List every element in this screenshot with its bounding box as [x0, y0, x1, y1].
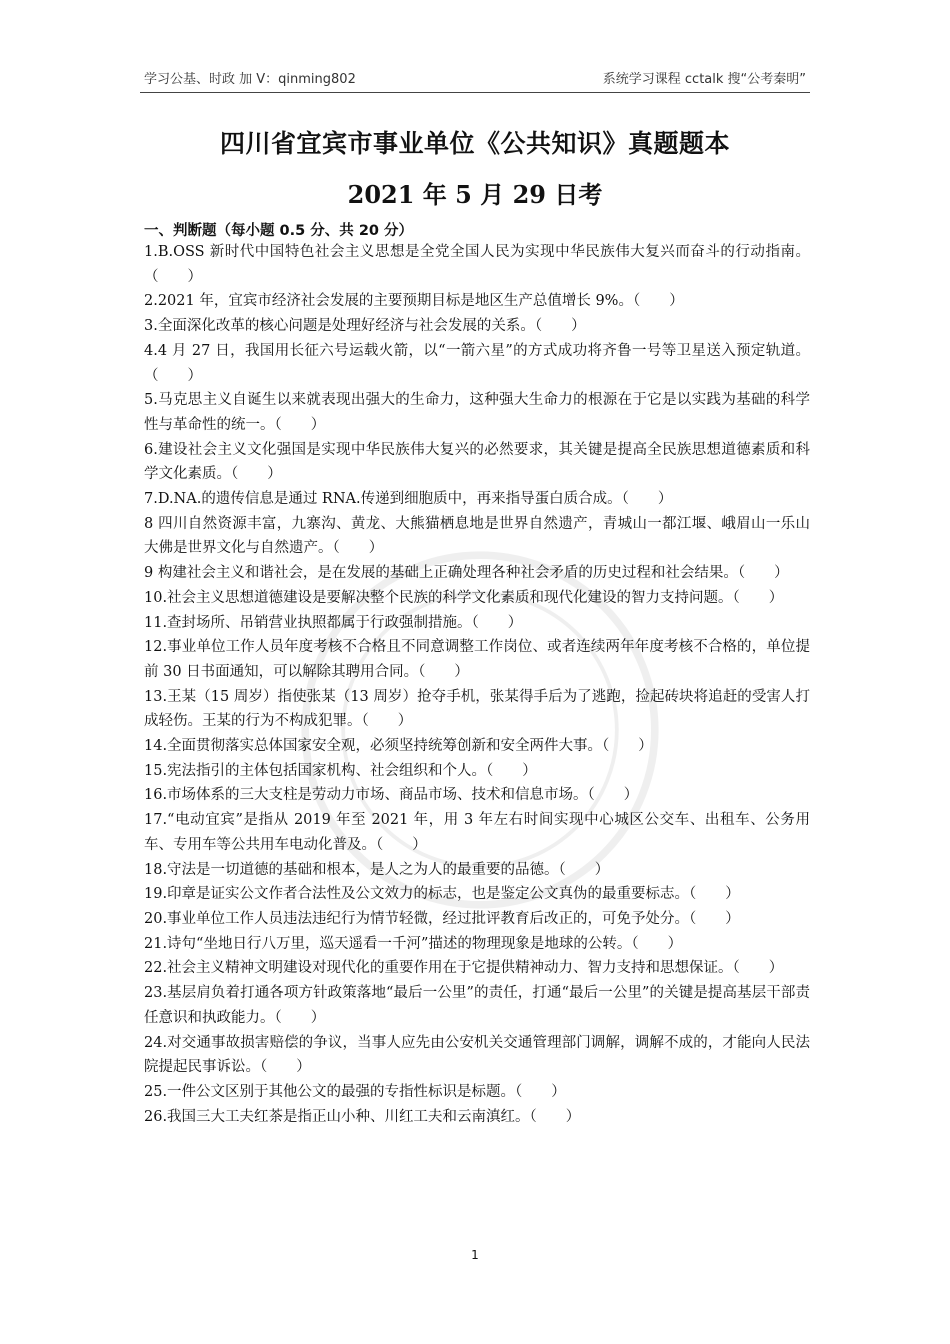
question-item: 20.事业单位工作人员违法违纪行为情节轻微，经过批评教育后改正的，可免予处分。（ ） [144, 910, 740, 927]
question-item: 5.马克思主义自诞生以来就表现出强大的生命力，这种强大生命力的根源在于它是以实践为基础的科学性与革命性的统一。（ ） [144, 392, 810, 433]
question-item: 22.社会主义精神文明建设对现代化的重要作用在于它提供精神动力、智力支持和思想保证。（ ） [144, 960, 784, 977]
document-title: 四川省宜宾市事业单位《公共知识》真题题本 [219, 129, 730, 158]
question-list [144, 240, 810, 1129]
header-divider [140, 92, 810, 93]
question-item: 12.事业单位工作人员年度考核不合格且不同意调整工作岗位、或者连续两年年度考核不合格的，单位提前 30 日书面通知，可以解除其聘用合同。（ ） [144, 639, 810, 680]
question-item: 11.查封场所、吊销营业执照都属于行政强制措施。（ ） [144, 614, 523, 631]
question-item: 3.全面深化改革的核心问题是处理好经济与社会发展的关系。（ ） [144, 318, 586, 335]
question-item: 15.宪法指引的主体包括国家机构、社会组织和个人。（ ） [144, 762, 537, 779]
question-item: 9 构建社会主义和谐社会，是在发展的基础上正确处理各种社会矛盾的历史过程和社会结果。（ ） [144, 565, 789, 582]
question-item: 1.B.OSS 新时代中国特色社会主义思想是全党全国人民为实现中华民族伟大复兴而奋斗的行动指南。（ ） [144, 244, 810, 285]
question-item: 10.社会主义思想道德建设是要解决整个民族的科学文化素质和现代化建设的智力支持问题。（ ） [144, 589, 784, 606]
question-item: 24.对交通事故损害赔偿的争议，当事人应先由公安机关交通管理部门调解，调解不成的，才能向人民法院提起民事诉讼。（ ） [144, 1034, 810, 1076]
header-left: 学习公基、时政 加 V：qinming802 [144, 72, 356, 87]
question-item: 16.市场体系的三大支柱是劳动力市场、商品市场、技术和信息市场。（ ） [144, 787, 639, 804]
question-item: 19.印章是证实公文作者合法性及公文效力的标志，也是鉴定公文真伪的最重要标志。（ ） [144, 886, 740, 903]
question-item: 8 四川自然资源丰富，九寨沟、黄龙、大熊猫栖息地是世界自然遗产，青城山一都江堰、峨眉山一乐山大佛是世界文化与自然遗产。（ ） [144, 515, 810, 557]
question-item: 17.“电动宜宾”是指从 2019 年至 2021 年，用 3 年左右时间实现中心城区公交车、出租车、公务用车、专用车等公共用车电动化普及。（ ） [144, 812, 810, 853]
question-item: 7.D.NA.的遗传信息是通过 RNA.传递到细胞质中，再来指导蛋白质合成。（ ） [144, 491, 673, 508]
page-header [144, 68, 806, 87]
question-item: 2.2021 年，宜宾市经济社会发展的主要预期目标是地区生产总值增长 9%。（ ） [144, 293, 684, 310]
question-item: 4.4 月 27 日，我国用长征六号运载火箭，以“一箭六星”的方式成功将齐鲁一号等卫星送入预定轨道。（ ） [144, 342, 810, 384]
question-item: 26.我国三大工夫红茶是指正山小种、川红工夫和云南滇红。（ ） [144, 1108, 581, 1125]
document-subtitle: 2021 年 5 月 29 日考 [347, 180, 603, 209]
question-item: 14.全面贯彻落实总体国家安全观，必须坚持统筹创新和安全两件大事。（ ） [144, 738, 653, 755]
question-item: 18.守法是一切道德的基础和根本，是人之为人的最重要的品德。（ ） [144, 861, 610, 878]
section-heading: 一、判断题（每小题 0.5 分、共 20 分） [144, 223, 414, 239]
question-item: 6.建设社会主义文化强国是实现中华民族伟大复兴的必然要求，其关键是提高全民族思想道德素质和科学文化素质。（ ） [144, 441, 810, 483]
page-number: 1 [471, 1248, 479, 1262]
question-item: 23.基层肩负着打通各项方针政策落地“最后一公里”的责任，打通“最后一公里”的关键是提高基层干部责任意识和执政能力。（ ） [144, 985, 810, 1026]
question-item: 25.一件公文区别于其他公文的最强的专指性标识是标题。（ ） [144, 1083, 566, 1100]
header-right: 系统学习课程 cctalk 搜“公考秦明” [602, 72, 806, 87]
question-item: 13.王某（15 周岁）指使张某（13 周岁）抢夺手机，张某得手后为了逃跑，捡起砖块将追赶的受害人打成轻伤。王某的行为不构成犯罪。（ ） [144, 688, 810, 730]
question-item: 21.诗句“坐地日行八万里，巡天遥看一千河”描述的物理现象是地球的公转。（ ） [144, 935, 683, 952]
